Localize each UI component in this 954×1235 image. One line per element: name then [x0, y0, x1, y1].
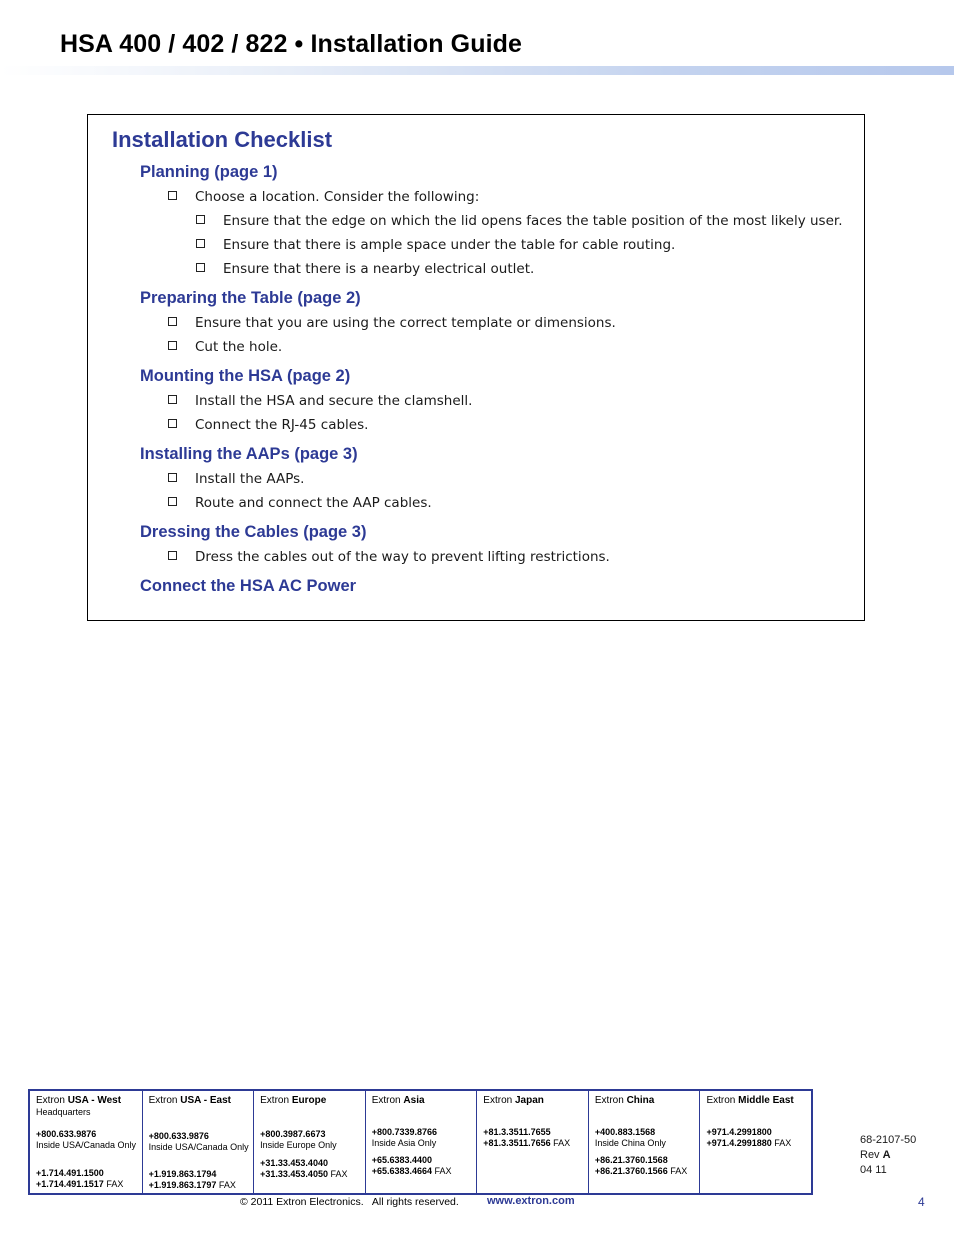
tollfree-number: +400.883.1568 — [594, 1127, 656, 1137]
section-planning — [140, 162, 278, 182]
office-brand: Extron — [260, 1095, 290, 1106]
phone-number: +81.3.3511.7655 — [483, 1127, 551, 1137]
office-brand: Extron — [371, 1095, 401, 1106]
checkbox-icon[interactable] — [196, 263, 205, 272]
checkbox-icon[interactable] — [168, 395, 177, 404]
section-mounting-hsa — [140, 366, 350, 386]
section-heading: Preparing the Table (page 2) — [140, 289, 361, 307]
fax-number: +65.6383.4664 — [371, 1166, 433, 1176]
tollfree-note: Inside Europe Only — [260, 1140, 337, 1150]
office-contacts-table — [28, 1089, 813, 1195]
checkbox-icon[interactable] — [196, 239, 205, 248]
checklist-item[interactable] — [168, 549, 610, 565]
office-asia — [365, 1091, 477, 1193]
checkbox-icon[interactable] — [168, 497, 177, 506]
section-heading: Dressing the Cables (page 3) — [140, 523, 367, 541]
fax-label: FAX — [774, 1138, 792, 1148]
item-text: Connect the RJ-45 cables. — [195, 417, 369, 433]
rev-label: Rev — [860, 1149, 880, 1161]
office-usa-east — [142, 1091, 254, 1193]
checklist-subitem[interactable] — [196, 261, 534, 277]
checklist-item[interactable] — [168, 471, 304, 487]
office-brand: Extron — [594, 1095, 624, 1106]
office-region: Japan — [514, 1095, 544, 1106]
office-japan — [476, 1091, 588, 1193]
fax-number: +1.714.491.1517 — [36, 1179, 104, 1189]
office-region: Asia — [403, 1095, 425, 1106]
document-number-block — [860, 1133, 916, 1178]
doc-number: 68-2107-50 — [860, 1134, 917, 1146]
checklist-subitem[interactable] — [196, 213, 843, 229]
checklist-item[interactable] — [168, 315, 616, 331]
phone-number: +1.714.491.1500 — [36, 1168, 104, 1178]
office-note: Headquarters — [36, 1107, 91, 1117]
item-text: Ensure that you are using the correct template or dimensions. — [195, 315, 616, 331]
checklist-item[interactable] — [168, 393, 472, 409]
doc-date: 04 11 — [860, 1164, 887, 1176]
office-brand: Extron — [148, 1095, 178, 1106]
section-heading: Planning (page 1) — [140, 163, 278, 181]
checklist-subitem[interactable] — [196, 237, 675, 253]
office-brand: Extron — [483, 1095, 513, 1106]
checkbox-icon[interactable] — [168, 341, 177, 350]
rev-value: A — [882, 1149, 891, 1161]
fax-label: FAX — [434, 1166, 452, 1176]
checklist-item[interactable] — [168, 417, 368, 433]
fax-label: FAX — [553, 1138, 571, 1148]
document-title: HSA 400 / 402 / 822 • Installation Guide — [60, 30, 522, 58]
checkbox-icon[interactable] — [168, 419, 177, 428]
tollfree-number: +800.633.9876 — [148, 1131, 209, 1141]
item-text: Ensure that there is ample space under the table for cable routing. — [223, 237, 676, 253]
checklist-item[interactable] — [168, 189, 479, 205]
tollfree-number: +800.3987.6673 — [260, 1129, 326, 1139]
checkbox-icon[interactable] — [168, 551, 177, 560]
item-text: Ensure that there is a nearby electrical outlet. — [223, 261, 535, 277]
page-number: 4 — [918, 1195, 925, 1209]
section-dressing-cables — [140, 522, 366, 542]
office-brand: Extron — [706, 1095, 736, 1106]
fax-number: +1.919.863.1797 — [148, 1180, 217, 1190]
office-region: USA - West — [67, 1095, 122, 1106]
section-heading: Mounting the HSA (page 2) — [140, 367, 351, 385]
fax-number: +81.3.3511.7656 — [483, 1138, 551, 1148]
phone-number: +1.919.863.1794 — [148, 1169, 217, 1179]
office-europe — [253, 1091, 365, 1193]
section-connect-ac-power — [140, 576, 356, 596]
tollfree-note: Inside USA/Canada Only — [36, 1140, 137, 1150]
item-text: Ensure that the edge on which the lid opens faces the table position of the most likely user. — [223, 213, 843, 229]
phone-number: +65.6383.4400 — [371, 1155, 433, 1165]
installation-checklist-box — [87, 114, 865, 621]
copyright-notice: © 2011 Extron Electronics. All rights reserved. — [240, 1196, 459, 1208]
item-text: Cut the hole. — [195, 339, 283, 355]
item-text: Dress the cables out of the way to prevent lifting restrictions. — [195, 549, 610, 565]
title-gradient-rule — [0, 66, 954, 75]
fax-label: FAX — [670, 1166, 688, 1176]
phone-number: +31.33.453.4040 — [260, 1158, 328, 1168]
checklist-item[interactable] — [168, 495, 432, 511]
office-region: China — [626, 1095, 655, 1106]
phone-number: +971.4.2991800 — [706, 1127, 772, 1137]
office-region: USA - East — [180, 1095, 232, 1106]
tollfree-note: Inside Asia Only — [371, 1138, 437, 1148]
fax-number: +86.21.3760.1566 — [594, 1166, 668, 1176]
fax-label: FAX — [330, 1169, 348, 1179]
office-region: Europe — [291, 1095, 327, 1106]
tollfree-number: +800.7339.8766 — [371, 1127, 438, 1137]
tollfree-note: Inside USA/Canada Only — [148, 1142, 249, 1152]
office-china — [588, 1091, 700, 1193]
checklist-title: Installation Checklist — [112, 127, 333, 152]
website-link[interactable]: www.extron.com — [487, 1195, 575, 1207]
office-region: Middle East — [738, 1095, 794, 1106]
office-brand: Extron — [36, 1095, 65, 1106]
checklist-item[interactable] — [168, 339, 282, 355]
item-text: Route and connect the AAP cables. — [195, 495, 432, 511]
tollfree-note: Inside China Only — [594, 1138, 666, 1148]
phone-number: +86.21.3760.1568 — [594, 1155, 668, 1165]
fax-label: FAX — [106, 1179, 124, 1189]
fax-label: FAX — [218, 1180, 236, 1190]
section-installing-aaps — [140, 444, 358, 464]
fax-number: +971.4.2991880 — [706, 1138, 772, 1148]
fax-number: +31.33.453.4050 — [260, 1169, 328, 1179]
checkbox-icon[interactable] — [168, 473, 177, 482]
section-preparing-table — [140, 288, 361, 308]
section-heading: Installing the AAPs (page 3) — [140, 445, 358, 463]
item-text: Choose a location. Consider the following: — [195, 189, 480, 205]
office-usa-west — [30, 1091, 142, 1193]
tollfree-number: +800.633.9876 — [36, 1129, 97, 1139]
item-text: Install the AAPs. — [195, 471, 305, 487]
office-middle-east — [699, 1091, 811, 1193]
checkbox-icon[interactable] — [196, 215, 205, 224]
section-heading: Connect the HSA AC Power — [140, 577, 357, 595]
checkbox-icon[interactable] — [168, 317, 177, 326]
checkbox-icon[interactable] — [168, 191, 177, 200]
item-text: Install the HSA and secure the clamshell. — [195, 393, 473, 409]
